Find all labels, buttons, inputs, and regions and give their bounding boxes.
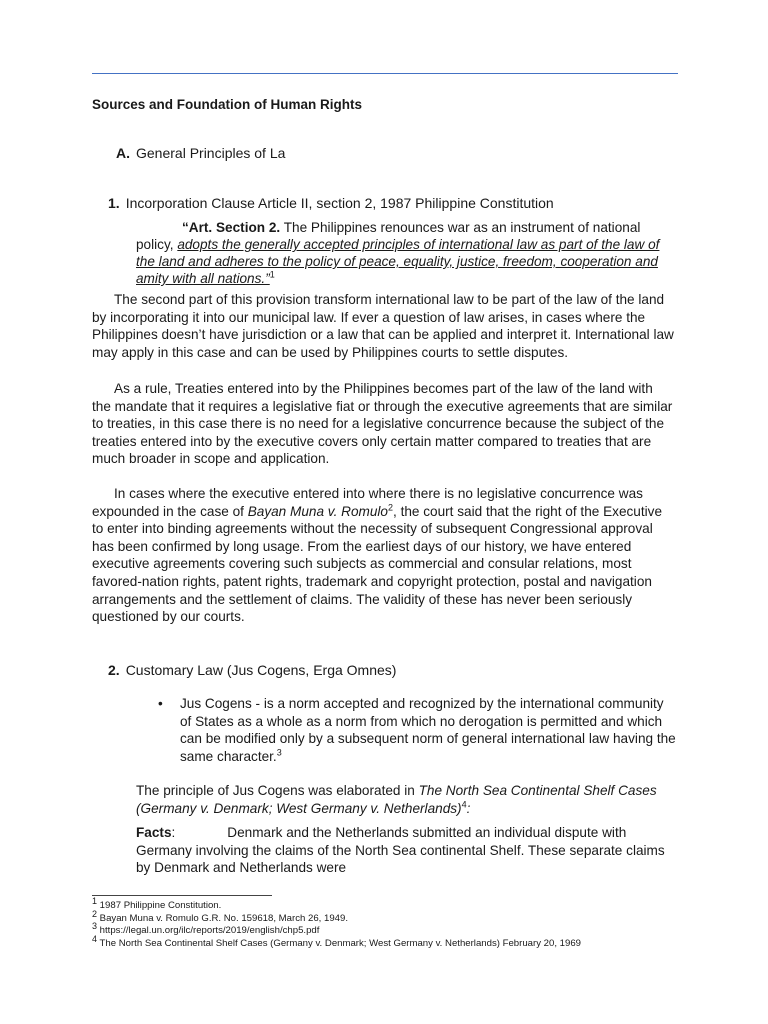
page-title: Sources and Foundation of Human Rights bbox=[92, 97, 362, 112]
case-north-sea: The North Sea Continental Shelf Cases (Germany v. Denmark; West Germany v. Netherlands) bbox=[136, 783, 657, 816]
section-a-label: General Principles of La bbox=[136, 145, 286, 161]
footnote-4-number: 4 bbox=[92, 933, 98, 944]
footnote-4 bbox=[92, 933, 582, 951]
bullet-text: Jus Cogens - is a norm accepted and recognized by the international community of States as a whole as a norm from which no derogation is permitted and which can be modified only by a subsequent norm of general international law having the same character. bbox=[180, 696, 676, 764]
paragraph-1: The second part of this provision transform international law to be part of the law of the land by incorporating it into our municipal law. If ever a question of law arises, in cases where the Philippines doesn’t have jurisdiction or a law that can be applied and interpret it. International law may apply in this case and can be used by Philippines courts to settle disputes. bbox=[92, 292, 674, 360]
footnote-2 bbox=[92, 908, 581, 926]
footnote-3-number: 3 bbox=[92, 920, 98, 931]
item-2-label: Customary Law (Jus Cogens, Erga Omnes) bbox=[125, 662, 397, 678]
footnote-ref-4: 4 bbox=[461, 799, 467, 810]
footnote-3-text: https://legal.un.org/ilc/reports/2019/english/chp5.pdf bbox=[97, 925, 320, 936]
section-a-heading bbox=[116, 145, 285, 161]
footnote-1 bbox=[92, 895, 581, 913]
item-1-heading bbox=[108, 195, 554, 211]
paragraph-2: As a rule, Treaties entered into by the Philippines becomes part of the law of the land with the mandate that it requires a legislative fiat or through the executive agreements that are similar to treaties, in this case there is no need for a legislative concurrence because the subject of the treaties entered into by the executive covers only certain matter compared to treaties that are much broader in scope and application. bbox=[92, 381, 673, 467]
footnote-1-text: 1987 Philippine Constitution. bbox=[97, 900, 222, 911]
case-bayan-muna: Bayan Muna v. Romulo bbox=[247, 503, 388, 519]
bullet-icon: • bbox=[158, 696, 163, 711]
paragraph-3-before: In cases where the executive entered into where there is no legislative concurrence was expounded in the case of bbox=[92, 486, 643, 519]
constitution-quote bbox=[136, 219, 676, 287]
footnote-ref-3: 3 bbox=[276, 747, 282, 758]
footnote-4-text: The North Sea Continental Shelf Cases (Germany v. Denmark; West Germany v. Netherlands) February 20, 1969 bbox=[97, 937, 582, 949]
north-sea-paragraph bbox=[136, 782, 676, 817]
footnote-3 bbox=[92, 920, 581, 938]
footnote-2-number: 2 bbox=[92, 908, 98, 919]
footnotes bbox=[92, 895, 582, 950]
footnote-2-text: Bayan Muna v. Romulo G.R. No. 159618, March 26, 1949. bbox=[97, 912, 349, 924]
shelf-before: The principle of Jus Cogens was elaborated in bbox=[136, 783, 419, 798]
quote-text: The Philippines renounces war as an instrument of national policy, bbox=[136, 220, 641, 252]
footnote-1-number: 1 bbox=[92, 895, 98, 906]
item-1-number: 1. bbox=[108, 195, 120, 211]
quote-open: “Art. Section 2. bbox=[182, 220, 281, 235]
facts-colon: : bbox=[171, 825, 176, 840]
header-rule bbox=[92, 73, 678, 74]
paragraph-3-after: , the court said that the right of the Executive to enter into binding agreements without the necessity of subsequent Congressional approval has been confirmed by long usage. From the earliest days of our history, we have entered executive agreements covering such subjects as commercial and consular relations, most favored-nation rights, patent rights, trademark and copyright protection, postal and navigation arrangements and the settlement of claims. The validity of these has never been seriously questioned by our courts. bbox=[92, 503, 663, 625]
facts-paragraph bbox=[136, 824, 676, 877]
item-1-label: Incorporation Clause Article II, section 2, 1987 Philippine Constitution bbox=[125, 195, 554, 211]
item-2-number: 2. bbox=[108, 662, 120, 678]
footnote-ref-2: 2 bbox=[388, 502, 394, 513]
facts-label: Facts bbox=[136, 825, 172, 840]
jus-cogens-bullet bbox=[158, 695, 678, 765]
facts-text: Denmark and the Netherlands submitted an individual dispute with Germany involving the claims of the North Sea continental Shelf. These separate claims by Denmark and Netherlands were bbox=[136, 825, 665, 876]
footnote-separator bbox=[92, 895, 272, 896]
quote-underlined: adopts the generally accepted principles of international law as part of the law of the land and adheres to the policy of peace, equality, justice, freedom, cooperation and amity with all nations.” bbox=[136, 237, 660, 286]
quote-footnote-ref: 1 bbox=[269, 269, 275, 280]
section-a-letter: A. bbox=[116, 145, 130, 161]
shelf-after: : bbox=[466, 800, 471, 816]
item-2-heading bbox=[108, 662, 396, 678]
paragraph-3 bbox=[92, 485, 674, 626]
